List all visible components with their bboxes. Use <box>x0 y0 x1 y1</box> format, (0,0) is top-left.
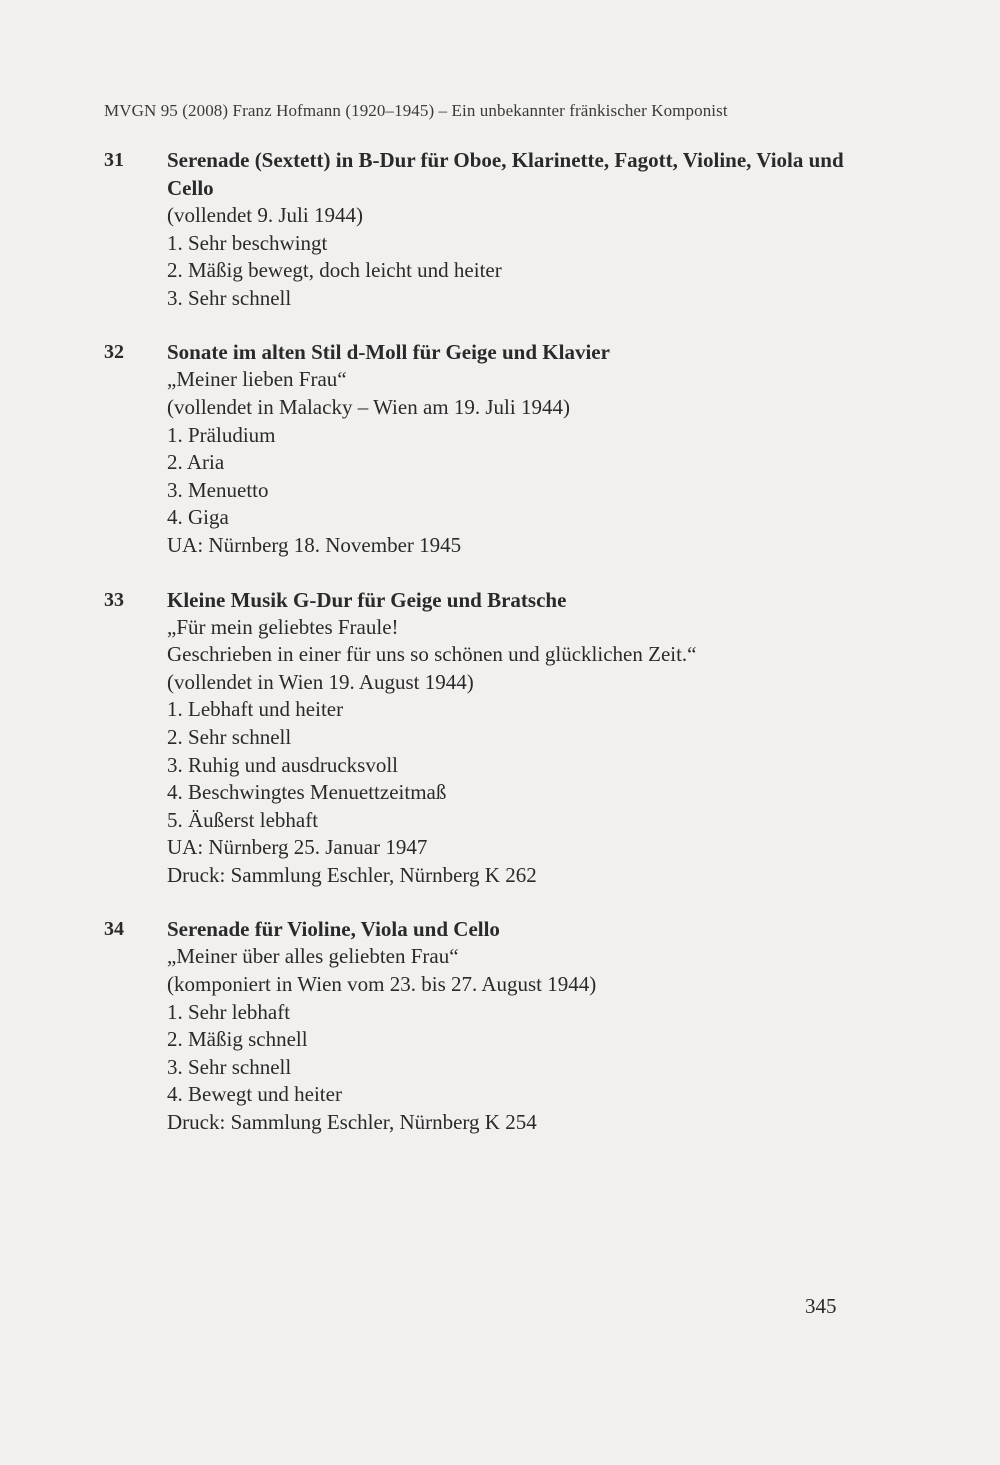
work-detail-line: (vollendet in Wien 19. August 1944) <box>167 669 474 694</box>
work-detail-line: 1. Sehr lebhaft <box>167 999 291 1024</box>
work-detail-line: 4. Beschwingtes Menuettzeitmaß <box>167 780 447 805</box>
work-detail-line: Druck: Sammlung Eschler, Nürnberg K 262 <box>167 862 537 887</box>
work-detail-line: (vollendet in Malacky – Wien am 19. Juli 1944) <box>167 394 570 419</box>
page-number: 345 <box>805 1294 837 1318</box>
work-title: Serenade (Sextett) in B-Dur für Oboe, Klarinette, Fagott, Violine, Viola und Cello <box>167 148 844 200</box>
work-entry-33 <box>104 586 864 890</box>
work-number: 32 <box>104 341 124 364</box>
work-entry-31 <box>104 146 864 312</box>
work-detail-line: 3. Sehr schnell <box>167 285 292 310</box>
work-detail-line: 3. Ruhig und ausdrucksvoll <box>167 752 398 777</box>
work-title: Kleine Musik G-Dur für Geige und Bratsche <box>167 587 567 612</box>
work-detail-line: „Für mein geliebtes Fraule! <box>167 614 399 639</box>
work-detail-line: UA: Nürnberg 18. November 1945 <box>167 532 462 557</box>
work-detail-line: 2. Mäßig schnell <box>167 1027 308 1052</box>
work-detail-line: 5. Äußerst lebhaft <box>167 807 319 832</box>
work-detail-line: 3. Menuetto <box>167 477 269 502</box>
work-detail-line: 4. Bewegt und heiter <box>167 1082 342 1107</box>
work-title: Sonate im alten Stil d-Moll für Geige und Klavier <box>167 340 610 365</box>
work-detail-line: Geschrieben in einer für uns so schönen und glücklichen Zeit.“ <box>167 642 697 667</box>
work-detail-line: „Meiner über alles geliebten Frau“ <box>167 944 459 969</box>
work-number: 33 <box>104 588 124 611</box>
work-detail-line: 1. Lebhaft und heiter <box>167 697 344 722</box>
running-head: MVGN 95 (2008) Franz Hofmann (1920–1945) – Ein unbekannter fränkischer Komponist <box>104 101 728 120</box>
work-detail-line: „Meiner lieben Frau“ <box>167 367 347 392</box>
work-detail-line: (komponiert in Wien vom 23. bis 27. August 1944) <box>167 972 597 997</box>
work-detail-line: UA: Nürnberg 25. Januar 1947 <box>167 835 428 860</box>
work-entry-32 <box>104 338 864 559</box>
work-detail-line: Druck: Sammlung Eschler, Nürnberg K 254 <box>167 1110 537 1135</box>
work-detail-line: 2. Sehr schnell <box>167 724 292 749</box>
work-detail-line: 2. Aria <box>167 450 225 475</box>
work-entry-34 <box>104 915 864 1136</box>
work-number: 34 <box>104 918 124 941</box>
work-detail-line: 4. Giga <box>167 505 229 530</box>
work-title: Serenade für Violine, Viola und Cello <box>167 917 500 942</box>
work-detail-line: 1. Sehr beschwingt <box>167 230 328 255</box>
work-detail-line: 3. Sehr schnell <box>167 1054 292 1079</box>
work-detail-line: (vollendet 9. Juli 1944) <box>167 203 363 227</box>
work-number: 31 <box>104 149 124 171</box>
work-list <box>104 146 864 1163</box>
work-detail-line: 1. Präludium <box>167 422 276 447</box>
work-detail-line: 2. Mäßig bewegt, doch leicht und heiter <box>167 258 502 283</box>
